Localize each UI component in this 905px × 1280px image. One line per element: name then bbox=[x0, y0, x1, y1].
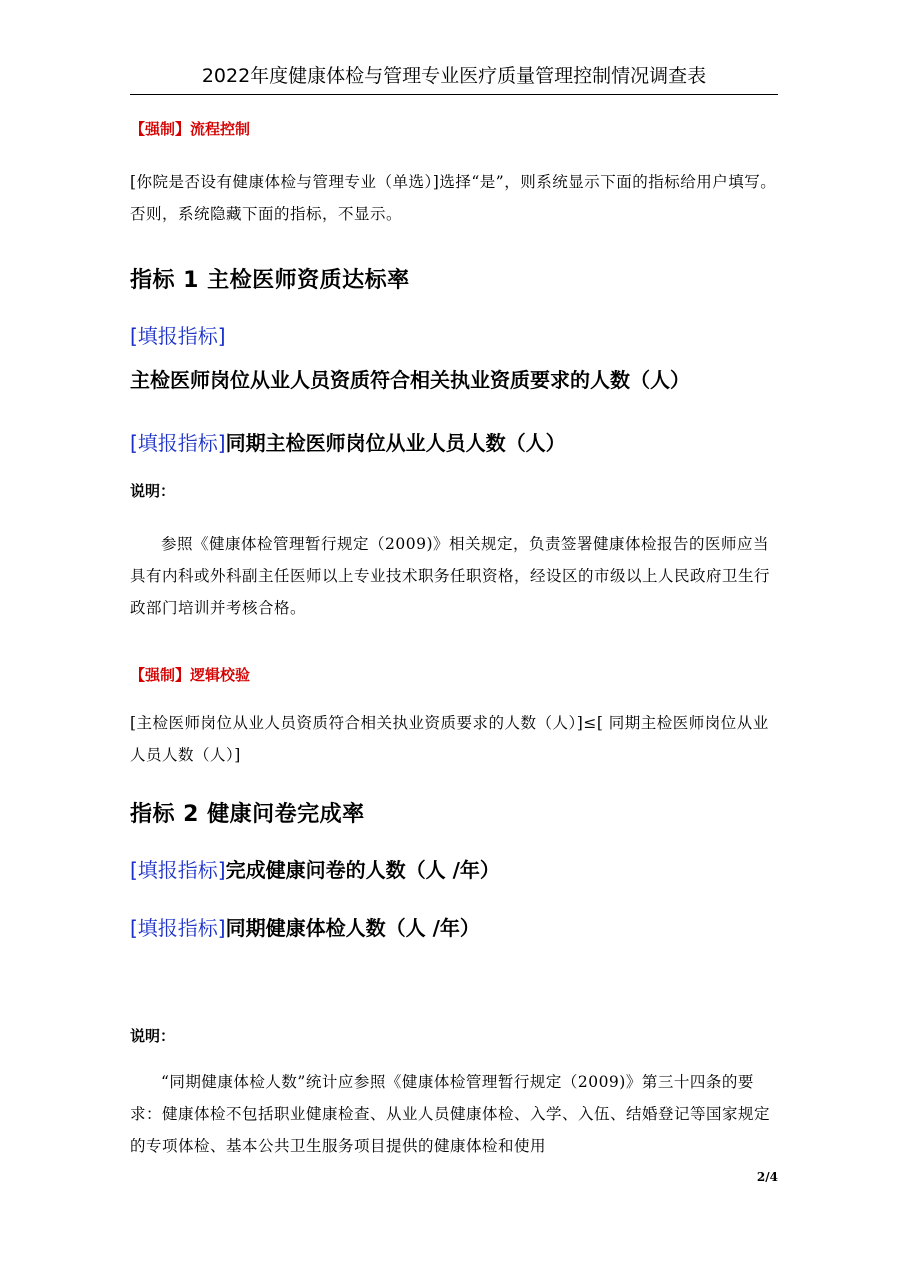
fill-indicator-label: 同期健康体检人数（人 /年） bbox=[225, 916, 480, 940]
page-header bbox=[130, 62, 778, 95]
mandatory-tag-label: 流程控制 bbox=[190, 120, 251, 138]
fill-indicator-label: 同期主检医师岗位从业人员人数（人） bbox=[225, 431, 566, 455]
page-number: 2/4 bbox=[756, 1170, 778, 1184]
mandatory-logic-check bbox=[130, 664, 778, 685]
mandatory-tag-label: 逻辑校验 bbox=[190, 666, 251, 684]
indicator-2-explain-label: 说明： bbox=[130, 1027, 176, 1045]
indicator-1-field-1 bbox=[130, 314, 778, 402]
fill-indicator-prefix: [填报指标] bbox=[130, 324, 226, 348]
indicator-2-field-1 bbox=[130, 848, 778, 892]
fill-indicator-prefix: [填报指标] bbox=[130, 916, 226, 940]
process-control-note: [你院是否设有健康体检与管理专业（单选）]选择“是”，则系统显示下面的指标给用户填写。否则，系统隐藏下面的指标，不显示。 bbox=[130, 173, 777, 223]
fill-indicator-label: 完成健康问卷的人数（人 /年） bbox=[225, 858, 500, 882]
indicator-1-explain-text: 参照《健康体检管理暂行规定（2009)》相关规定，负责签署健康体检报告的医师应当具有内科或外科副主任医师以上专业技术职务任职资格，经设区的市级以上人民政府卫生行政部门培训并考核合格。 bbox=[130, 535, 771, 617]
indicator-1-field-2 bbox=[130, 421, 778, 465]
indicator-2-explain-text: “同期健康体检人数”统计应参照《健康体检管理暂行规定（2009)》第三十四条的要求：健康体检不包括职业健康检查、从业人员健康体检、入学、入伍、结婚登记等国家规定的专项体检、基本公共卫生服务项目提供的健康体检和使用 bbox=[130, 1073, 771, 1155]
fill-indicator-label: 主检医师岗位从业人员资质符合相关执业资质要求的人数（人） bbox=[130, 368, 690, 392]
indicator-1-title: 指标 1 主检医师资质达标率 bbox=[130, 268, 410, 293]
indicator-1-explain-label: 说明： bbox=[130, 482, 176, 500]
logic-check-note: [主检医师岗位从业人员资质符合相关执业资质要求的人数（人）]≤[ 同期主检医师岗位从业人员人数（人）] bbox=[130, 714, 769, 764]
fill-indicator-prefix: [填报指标] bbox=[130, 858, 226, 882]
indicator-2-field-2 bbox=[130, 906, 778, 950]
indicator-2-title: 指标 2 健康问卷完成率 bbox=[130, 802, 365, 827]
fill-indicator-prefix: [填报指标] bbox=[130, 431, 226, 455]
mandatory-tag: 【强制】 bbox=[130, 666, 191, 684]
mandatory-process-control bbox=[130, 118, 778, 139]
document-title: 2022年度健康体检与管理专业医疗质量管理控制情况调查表 bbox=[201, 65, 707, 87]
mandatory-tag: 【强制】 bbox=[130, 120, 191, 138]
